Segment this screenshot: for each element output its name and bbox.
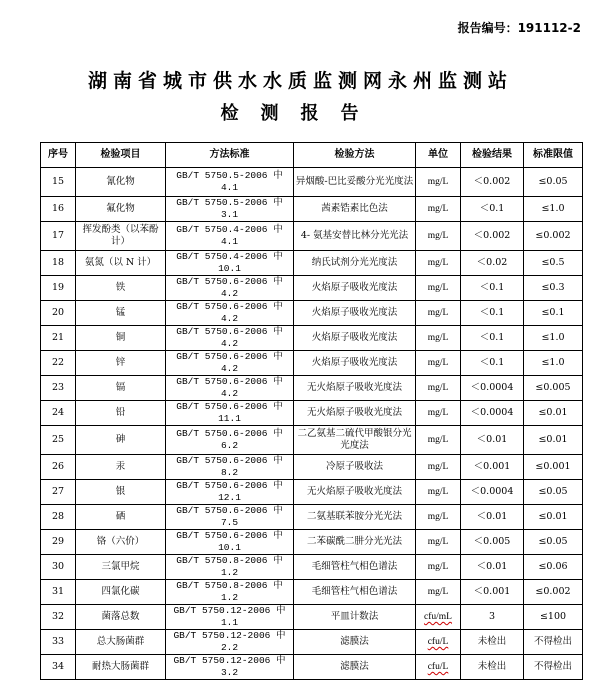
cell-standard: GB/T 5750.12-2006 中 3.2 (166, 655, 294, 680)
cell-limit: ≤0.01 (524, 401, 583, 426)
cell-method: 冷原子吸收法 (294, 455, 416, 480)
cell-item: 耐热大肠菌群 (76, 655, 166, 680)
table-row (41, 251, 583, 276)
cell-method: 二氨基联苯胺分光光法 (294, 505, 416, 530)
cell-result: 3 (461, 605, 524, 630)
cell-item: 铬（六价） (76, 530, 166, 555)
cell-no: 26 (41, 455, 76, 480)
cell-method: 异烟酸-巴比妥酸分光光度法 (294, 168, 416, 197)
table-row (41, 530, 583, 555)
cell-method: 二乙氨基二硫代甲酸银分光光度法 (294, 426, 416, 455)
cell-item: 菌落总数 (76, 605, 166, 630)
cell-result: ＜0.0004 (461, 480, 524, 505)
cell-no: 27 (41, 480, 76, 505)
cell-limit: ≤0.5 (524, 251, 583, 276)
cell-item: 总大肠菌群 (76, 630, 166, 655)
table-row (41, 351, 583, 376)
cell-no: 30 (41, 555, 76, 580)
cell-no: 19 (41, 276, 76, 301)
cell-no: 17 (41, 222, 76, 251)
cell-no: 33 (41, 630, 76, 655)
cell-no: 20 (41, 301, 76, 326)
cell-unit: mg/L (416, 251, 461, 276)
cell-item: 铁 (76, 276, 166, 301)
table-row (41, 580, 583, 605)
cell-item: 氰化物 (76, 168, 166, 197)
cell-limit: ≤0.1 (524, 301, 583, 326)
cell-result: 未检出 (461, 655, 524, 680)
cell-method: 平皿计数法 (294, 605, 416, 630)
table-row (41, 505, 583, 530)
cell-standard: GB/T 5750.6-2006 中 11.1 (166, 401, 294, 426)
cell-result: ＜0.1 (461, 197, 524, 222)
table-row (41, 605, 583, 630)
cell-unit: mg/L (416, 555, 461, 580)
cell-limit: ≤0.001 (524, 455, 583, 480)
cell-no: 29 (41, 530, 76, 555)
cell-result: ＜0.01 (461, 555, 524, 580)
cell-standard: GB/T 5750.8-2006 中 1.2 (166, 555, 294, 580)
cell-unit: mg/L (416, 197, 461, 222)
cell-result: ＜0.0004 (461, 376, 524, 401)
cell-result: ＜0.005 (461, 530, 524, 555)
cell-standard: GB/T 5750.6-2006 中 4.2 (166, 326, 294, 351)
cell-unit: mg/L (416, 301, 461, 326)
cell-method: 火焰原子吸收光度法 (294, 276, 416, 301)
cell-standard: GB/T 5750.5-2006 中 3.1 (166, 197, 294, 222)
cell-method: 火焰原子吸收光度法 (294, 326, 416, 351)
cell-standard: GB/T 5750.6-2006 中 4.2 (166, 376, 294, 401)
table-row (41, 630, 583, 655)
cell-limit: 不得检出 (524, 655, 583, 680)
cell-limit: ≤0.05 (524, 168, 583, 197)
cell-unit (416, 630, 461, 655)
cell-unit: mg/L (416, 276, 461, 301)
cell-limit: ≤1.0 (524, 351, 583, 376)
cell-limit: ≤100 (524, 605, 583, 630)
cell-item: 汞 (76, 455, 166, 480)
cell-result: ＜0.1 (461, 301, 524, 326)
cell-item: 四氯化碳 (76, 580, 166, 605)
cell-method: 毛细管柱气相色谱法 (294, 555, 416, 580)
cell-no: 28 (41, 505, 76, 530)
cell-no: 18 (41, 251, 76, 276)
cell-no: 34 (41, 655, 76, 680)
cell-method: 毛细管柱气相色谱法 (294, 580, 416, 605)
report-number: 报告编号：191112-2 (457, 21, 581, 35)
cell-limit: ≤0.05 (524, 530, 583, 555)
cell-method: 滤膜法 (294, 655, 416, 680)
cell-unit: mg/L (416, 168, 461, 197)
cell-unit: mg/L (416, 480, 461, 505)
cell-method: 纳氏试剂分光光度法 (294, 251, 416, 276)
cell-result: 未检出 (461, 630, 524, 655)
table-row (41, 555, 583, 580)
table-header-row (41, 143, 583, 168)
cell-item: 硒 (76, 505, 166, 530)
cell-result: ＜0.1 (461, 276, 524, 301)
cell-unit: mg/L (416, 530, 461, 555)
cell-method: 茜素锆素比色法 (294, 197, 416, 222)
table-row (41, 480, 583, 505)
cell-unit: mg/L (416, 376, 461, 401)
cell-unit: mg/L (416, 351, 461, 376)
cell-standard: GB/T 5750.6-2006 中 4.2 (166, 276, 294, 301)
cell-item: 锌 (76, 351, 166, 376)
test-results-table (40, 142, 583, 680)
cell-standard: GB/T 5750.6-2006 中 8.2 (166, 455, 294, 480)
cell-result: ＜0.0004 (461, 401, 524, 426)
cell-standard: GB/T 5750.4-2006 中 4.1 (166, 222, 294, 251)
cell-result: ＜0.1 (461, 326, 524, 351)
cell-limit: ≤0.05 (524, 480, 583, 505)
header-no: 序号 (41, 143, 76, 168)
cell-unit: mg/L (416, 455, 461, 480)
cell-no: 31 (41, 580, 76, 605)
cell-standard: GB/T 5750.8-2006 中 1.2 (166, 580, 294, 605)
cell-unit: mg/L (416, 222, 461, 251)
report-title-organization: 湖南省城市供水水质监测网永州监测站 (87, 70, 513, 92)
table-row (41, 455, 583, 480)
cell-method: 二苯碳酰二肼分光光法 (294, 530, 416, 555)
table-row (41, 222, 583, 251)
cell-item: 砷 (76, 426, 166, 455)
cell-item: 氟化物 (76, 197, 166, 222)
cell-item: 银 (76, 480, 166, 505)
cell-method: 无火焰原子吸收光度法 (294, 376, 416, 401)
cell-item: 锰 (76, 301, 166, 326)
header-result: 检验结果 (461, 143, 524, 168)
cell-result: ＜0.001 (461, 580, 524, 605)
table-row (41, 301, 583, 326)
cell-result: ＜0.01 (461, 426, 524, 455)
cell-no: 24 (41, 401, 76, 426)
cell-no: 15 (41, 168, 76, 197)
cell-standard: GB/T 5750.6-2006 中 4.2 (166, 301, 294, 326)
cell-method: 4- 氨基安替比林分光光法 (294, 222, 416, 251)
header-method: 检验方法 (294, 143, 416, 168)
table-row (41, 426, 583, 455)
cell-limit: ≤0.005 (524, 376, 583, 401)
cell-limit: ≤1.0 (524, 197, 583, 222)
cell-method: 火焰原子吸收光度法 (294, 301, 416, 326)
header-unit: 单位 (416, 143, 461, 168)
table-row (41, 326, 583, 351)
cell-item: 三氯甲烷 (76, 555, 166, 580)
cell-unit: mg/L (416, 580, 461, 605)
cell-unit: mg/L (416, 426, 461, 455)
cell-method: 滤膜法 (294, 630, 416, 655)
cell-item: 氨氮（以 N 计） (76, 251, 166, 276)
cell-standard: GB/T 5750.12-2006 中 1.1 (166, 605, 294, 630)
header-item: 检验项目 (76, 143, 166, 168)
unit-text: cfu/mL (424, 612, 452, 622)
cell-item: 铅 (76, 401, 166, 426)
cell-limit: ≤1.0 (524, 326, 583, 351)
cell-result: ＜0.002 (461, 222, 524, 251)
cell-item: 挥发酚类（以苯酚计） (76, 222, 166, 251)
cell-limit: ≤0.002 (524, 580, 583, 605)
cell-result: ＜0.01 (461, 505, 524, 530)
unit-text: cfu/L (427, 662, 449, 672)
cell-unit: mg/L (416, 505, 461, 530)
cell-unit: mg/L (416, 326, 461, 351)
cell-limit: ≤0.01 (524, 426, 583, 455)
cell-no: 22 (41, 351, 76, 376)
table-row (41, 655, 583, 680)
cell-method: 无火焰原子吸收光度法 (294, 401, 416, 426)
cell-no: 21 (41, 326, 76, 351)
cell-limit: ≤0.3 (524, 276, 583, 301)
cell-no: 16 (41, 197, 76, 222)
cell-result: ＜0.002 (461, 168, 524, 197)
cell-unit (416, 605, 461, 630)
table-row (41, 197, 583, 222)
table-row (41, 276, 583, 301)
cell-unit: mg/L (416, 401, 461, 426)
table-row (41, 376, 583, 401)
cell-standard: GB/T 5750.6-2006 中 10.1 (166, 530, 294, 555)
cell-standard: GB/T 5750.6-2006 中 12.1 (166, 480, 294, 505)
header-standard: 方法标准 (166, 143, 294, 168)
cell-standard: GB/T 5750.4-2006 中 10.1 (166, 251, 294, 276)
cell-method: 火焰原子吸收光度法 (294, 351, 416, 376)
cell-limit: 不得检出 (524, 630, 583, 655)
report-title-type: 检测报告 (220, 103, 381, 124)
cell-limit: ≤0.01 (524, 505, 583, 530)
cell-item: 镉 (76, 376, 166, 401)
cell-no: 23 (41, 376, 76, 401)
cell-item: 铜 (76, 326, 166, 351)
cell-standard: GB/T 5750.5-2006 中 4.1 (166, 168, 294, 197)
cell-result: ＜0.001 (461, 455, 524, 480)
cell-standard: GB/T 5750.12-2006 中 2.2 (166, 630, 294, 655)
cell-standard: GB/T 5750.6-2006 中 7.5 (166, 505, 294, 530)
cell-limit: ≤0.06 (524, 555, 583, 580)
cell-limit: ≤0.002 (524, 222, 583, 251)
header-limit: 标准限值 (524, 143, 583, 168)
cell-unit (416, 655, 461, 680)
table-row (41, 168, 583, 197)
cell-method: 无火焰原子吸收光度法 (294, 480, 416, 505)
cell-no: 25 (41, 426, 76, 455)
cell-result: ＜0.02 (461, 251, 524, 276)
cell-result: ＜0.1 (461, 351, 524, 376)
cell-standard: GB/T 5750.6-2006 中 4.2 (166, 351, 294, 376)
cell-standard: GB/T 5750.6-2006 中 6.2 (166, 426, 294, 455)
cell-no: 32 (41, 605, 76, 630)
table-row (41, 401, 583, 426)
unit-text: cfu/L (427, 637, 449, 647)
